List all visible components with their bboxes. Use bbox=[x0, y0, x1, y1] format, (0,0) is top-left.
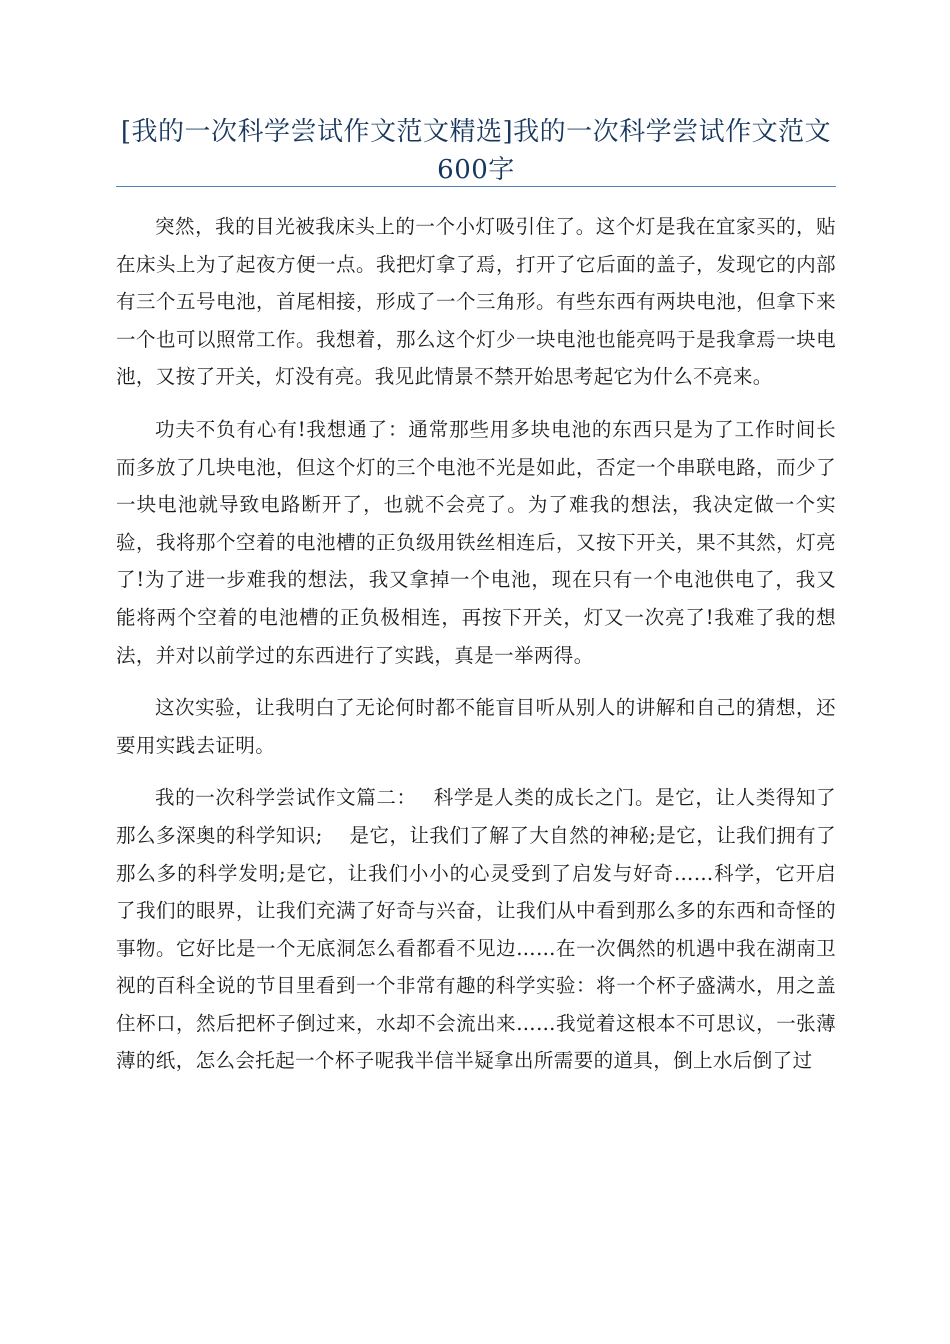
paragraph-3: 这次实验，让我明白了无论何时都不能盲目听从别人的讲解和自己的猜想，还要用实践去证明。 bbox=[116, 696, 836, 757]
document-title: [我的一次科学尝试作文范文精选]我的一次科学尝试作文范文600字 bbox=[120, 117, 832, 185]
document-body bbox=[116, 208, 836, 1095]
title-underline bbox=[116, 186, 836, 187]
paragraph-2: 功夫不负有心有!我想通了：通常那些用多块电池的东西只是为了工作时间长而多放了几块电池，但这个灯的三个电池不光是如此，否定一个串联电路，而少了一块电池就导致电路断开了，也就不会亮了。为了难我的想法，我决定做一个实验，我将那个空着的电池槽的正负级用铁丝相连后，又按下开关，果不其然，灯亮了!为了进一步难我的想法，我又拿掉一个电池，现在只有一个电池供电了，我又能将两个空着的电池槽的正负极相连，再按下开关，灯又一次亮了!我难了我的想法，并对以前学过的东西进行了实践，真是一举两得。 bbox=[116, 417, 836, 667]
title-block bbox=[116, 113, 836, 189]
paragraph-4: 我的一次科学尝试作文篇二： 科学是人类的成长之门。是它，让人类得知了那么多深奥的科学知识; 是它，让我们了解了大自然的神秘;是它，让我们拥有了那么多的科学发明;是它，让我们小小的心灵受到了启发与好奇……科学，它开启了我们的眼界，让我们充满了好奇与兴奋，让我们从中看到那么多的东西和奇怪的事物。它好比是一个无底洞怎么看都看不见边……在一次偶然的机遇中我在湖南卫视的百科全说的节目里看到一个非常有趣的科学实验：将一个杯子盛满水，用之盖住杯口，然后把杯子倒过来，水却不会流出来……我觉着这根本不可思议，一张薄薄的纸，怎么会托起一个杯子呢我半信半疑拿出所需要的道具，倒上水后倒了过 bbox=[116, 786, 836, 1073]
paragraph-1: 突然，我的目光被我床头上的一个小灯吸引住了。这个灯是我在宜家买的，贴在床头上为了起夜方便一点。我把灯拿了焉，打开了它后面的盖子，发现它的内部有三个五号电池，首尾相接，形成了一个三角形。有些东西有两块电池，但拿下来一个也可以照常工作。我想着，那么这个灯少一块电池也能亮吗于是我拿焉一块电池，又按了开关，灯没有亮。我见此情景不禁开始思考起它为什么不亮来。 bbox=[116, 215, 836, 389]
